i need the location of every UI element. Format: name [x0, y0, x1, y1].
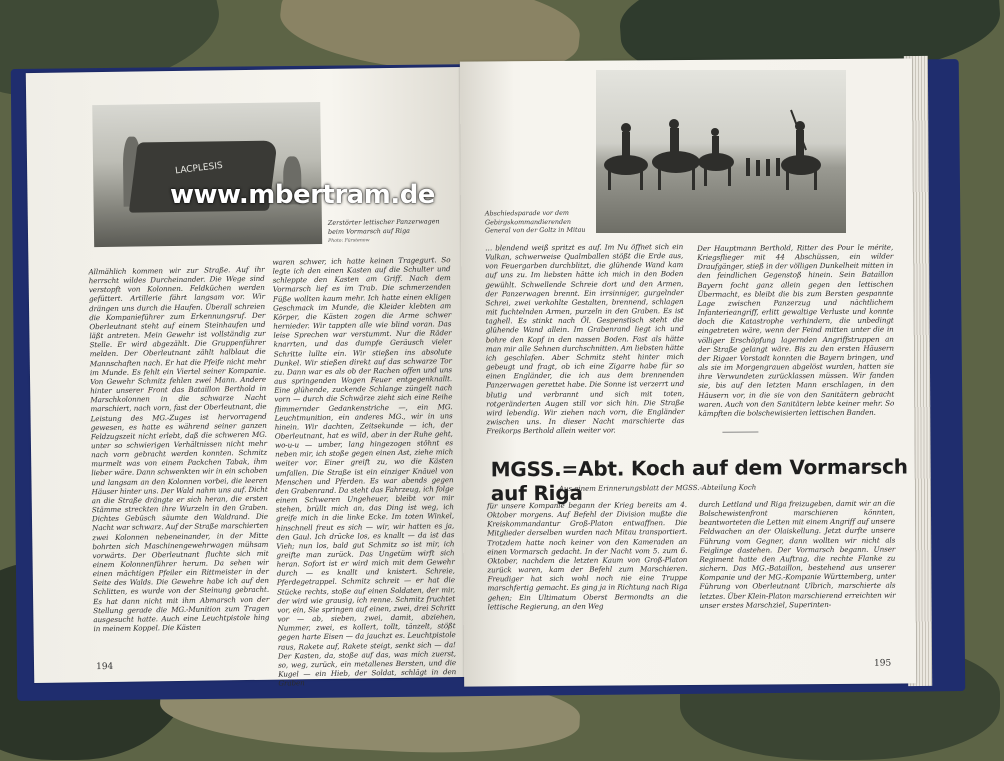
page-number-left: 194 [95, 661, 114, 673]
left-page [26, 67, 470, 688]
right-column-2: Der Hauptmann Berthold, Ritter des Pour le mérite, Kriegsflieger mit 44 Abschüssen, ein wilder Draufgänger, stieß in der völligen Dunkelheit mitten in den feindlichen Gegenstoß hinein. Sein Bataillon Bayern focht ganz allein gegen den lettischen Übermacht, es bleibt die bis zum Bersten gespannte Lage zwischen Panzerzug und nächtlichem Infanterieangriff, erlitt gewaltige Verluste und konnte doch die Katastrophe verhindern, die unbedingt eingetreten wäre, wenn der Feind mitten unter die in völliger Erschöpfung lagernden Angriffstruppen an der Straße gelangt wäre. Bis zu den ersten Häusern der Rigaer Vorstadt konnten die Bayern bringen, und als sie im Morgengrauen abgelöst wurden, hatten sie ihre Verwundeten zurücklassen müssen. Wir fanden sie, bis auf den letzten Mann erschlagen, in den Häusern vor, in die sie von den Sanitätern gebracht waren. Auch von den Sanitätern lebte keiner mehr. So kämpften die bolschewisierten lettischen Banden. [697, 242, 895, 418]
left-column-2: waren schwer, ich hatte keinen Tragegurt. So legte ich den einen Kasten auf die Schulter und schleppte den Kasten am Griff. Nach dem Vormarsch lief es im Trab. Die schmerzenden Füße wollten kaum mehr. Ich hatte einen ekligen Geschmack im Munde, die Kleider klebten am Körper, die Kästen zogen die Arme schwer hernieder. Wir tappten alle wie blind voran. Das leise Sprechen war verstummt. Nur die Räder knarrten, und das dumpfe Geräusch vieler Schritte lullte ein. Wir stießen ins absolute Dunkel. Wir stießen direkt auf das schwarze Tor zu. Dann war es als ob der Rachen offen und uns aus springenden Wogen Feuer entgegenknallt. Eine glühende, zuckende Schlange züngelt nach vorn — durch die Schwärze zieht sich eine Reihe flimmernder Gedankenstriche —, ein MG. Leuchtmunition, ein anderes MG., wir in uns hinein. Wir dachten, Zeitsekunde — ich, der Oberleutnant, hat es wild, aber in der Ruhe geht, wo‑u‑u — umber, lang hingezogen stöhnt es neben mir, ich stoße gegen einen Ast, ziehe mich weiter vor. Einer greift zu, wo die Kästen umfallen. Die Straße ist ein einziger Knäuel von Menschen und Pferden. Es war abends gegen den Grabenrand. Da steht das Fahrzeug, ich folge einem Schweren Ungeheuer, bleibt vor mir stehen, brüllt mich an, das Ding ist weg, ich greife mich in die linke Ecke. Im toten Winkel, hinschnell freut es sich — wir, wir hatten es ja, den Gaul. Ich drücke los, es knallt — da ist das Vieh; nun los, bald gut Schmitz so ist mir, ich greifte man zurück. Das Ungetüm wirft sich heran. Sofort ist er wird mich mit dem Gewehr durch — es knallt und knistert. Schreie, Pferdegetrappel. Schmitz schreit — er hat die Stücke rechts, stoße auf einen Soldaten, der mir, der wird wie grausig, ich renne. Schmitz fruchtet vor, ein, Sie springen auf einen, zwei, drei Schritt vor — ab, sieben, zwei, damit, abziehen, Nummer, zwei, es kollert, tollt, tänzelt, stößt gegen harte Eisen — da jauchzt es. Leuchtpistole raus, Rakete auf, Rakete steigt, senkt sich — da! Der Kasten, da, stoße auf das, was mich zuerst, so, weg, zurück, ein metallenes Bersten, und die Kugel — ein Hieb, der Soldat, schlägt in den Graben [272, 255, 457, 688]
tank-lettering: LACPLESIS [174, 160, 224, 177]
parade-photo [596, 70, 846, 233]
left-photo-caption: Zerstörter lettischer Panzerwagen beim Vormarsch auf Riga Photo: Fürstenow [327, 217, 440, 245]
right-column-1: … blendend weiß spritzt es auf. Im Nu öffnet sich ein Vulkan, schwerweise Qualmballen stößt die Erde aus, von Feuergarben durchblitzt, die glühende Wand kam auf uns zu. Im liebsten hätte ich mich in den Boden gewühlt. Schwellende Schreie dort und den Armen, der Panzerwagen brennt. Ein irrsinniger, gurgelnder Schrei, zwei verkohlte Gestalten, brennend, schlagen mit fuchtelnden Armen, purzeln in den Graben. Es ist taghell. Es stinkt nach Öl. Gespenstisch steht die glühende Wand allein. Im Grabenrand liegt ich und bohre den Kopf in den nassen Boden. Fast als hätte man mir alle Sehnen durchschnitten. Am liebsten hätte ich geschlafen. Aber Schmitz steht hinter mich gebeugt und fragt, ob ich eine Zigarre habe für so einen Engländer, die ich aus dem brennenden Panzerwagen gerettet habe. Die Sonne ist verzerrt und blutig und verbrannt und sich mit toten, rotgeränderten Augen still vor sich hin. Die Straße wird lebendig. Wir ziehen nach vorn, die Engländer zwischen uns. In dieser Nacht marschierte das Freikorps Berthold allein weiter vor. [485, 242, 685, 436]
photo-credit: Photo: Fürstenow [328, 238, 370, 245]
right-photo-caption: Abschiedsparade vor dem Gebirgskommandierenden General von der Goltz in Mitau [484, 208, 586, 235]
left-column-1: Allmählich kommen wir zur Straße. Auf ihr herrscht wildes Durcheinander. Die Wege sind verstopft von Kolonnen. Feldküchen werden gefüttert. Artillerie fährt langsam vor. Wir drängen uns durch die Haufen. Überall schreien die Kompanieführer zum Erkennungsruf. Der Oberleutnant steht auf einem Steinhaufen und läßt antreten. Mein Gewehr ist vollständig zur Stelle. Er wird abgezählt. Die Gruppenführer melden. Der Oberleutnant zählt halblaut die Mannschaften nach. Er hat die Pfeife nicht mehr im Munde. Es fehlt ein Viertel seiner Kompanie. Von Gewehr Schmitz fehlen zwei Mann. Andere hinter unserer Front das Bataillon Berthold in Marschkolonnen in die schwarze Nacht marschiert, nach vorn, fast der Oberleutnant, die Leistung des MG.-Zuges ist hervorragend gewesen, es hatte es während seiner ganzen Feldzugszeit nicht erlebt, daß die schweren MG. unter so schwierigen Verhältnissen nicht mehr nach vorn gebracht werden konnten. Schmitz murmelt was von einem Packchen Tabak, ihm lieber wäre. Dann schwenkten wir in ein schoben und langsam an den Kolonnen vorbei, die leeren Häuser hinter uns. Der Wald nahm uns auf. Dicht an die Straße drängte er sich heran, die ersten Stämme streckten ihre Wurzeln in den Graben. Dichtes Gebüsch säumte den Waldrand. Die Nacht war schwarz. Auf der Straße marschierten zwei Kolonnen nebeneinander, in der Mitte bohrten sich Maschinengewehrwagen mühsam vorwärts. Der Oberleutnant fluchte sich mit einem Kolonnenführer herum. Da sehen wir einen mächtigen Pfeiler ein Rittmeister in der Seite des Walds. Die Gewehre habe ich auf den Schlitten, es wurde von der Steinung gebracht. Es hat dann nicht mit ihm Abmarsch von der Stellung gerade die MG.-Munition zum Tragen ausgesucht hatte. Auch eine Leuchtpistole hing in meinem Koppel. Die Kästen [88, 264, 270, 634]
page-number-right: 195 [874, 658, 892, 669]
article-title: MGSS.=Abt. Koch auf dem Vormarsch auf Riga [490, 454, 908, 506]
divider [722, 432, 758, 433]
tank-photo [92, 102, 322, 247]
article-subtitle: Aus einem Erinnerungsblatt der MGSS.-Abteilung Koch [558, 483, 757, 493]
parade-photo-scene [596, 70, 846, 233]
watermark-url: www.mbertram.de [170, 180, 435, 210]
right-column-4: durch Lettland und Riga freizugeben, damit wir an die Bolschewistenfront marschieren könnten, beantworteten die Letten mit einem Angriff auf unsere Feldwachen an der Olaiskellung. Jetzt durfte unsere Führung vom Gegner, dann wollten wir nicht als Feiglinge dastehen. Der Vormarsch begann. Unser Regiment hatte den Auftrag, die rechte Flanke zu sichern. Das MG.-Bataillon, bestehend aus unserer Kompanie und der MG.-Kompanie Württemberg, unter Führung von Oberleutnant Ulbrich, marschierte als letztes. Über Klein-Platon marschierend erreichten wir unser erstes Marschziel, Superinten- [698, 498, 896, 610]
right-column-3: für unsere Kompanie begann der Krieg bereits am 4. Oktober morgens. Auf Befehl der Division mußte die Kreiskommandantur Groß-Platon entwaffnen. Die Mitglieder derselben wurden nach Mitau transportiert. Trotzdem hatte noch keiner von den Kameraden an einen Vormarsch gedacht. In der Nacht vom 5. zum 6. Oktober, nachdem die letzten Kaum von Groß-Platon zurück waren, kam der Befehl zum Marschieren. Freudiger hat sich wohl noch nie eine Truppe marschfertig gemacht. Es ging ja in Richtung nach Riga gehen; Ein Ultimatum Oberst Bermondts an die lettische Regierung, an den Weg [486, 500, 688, 612]
